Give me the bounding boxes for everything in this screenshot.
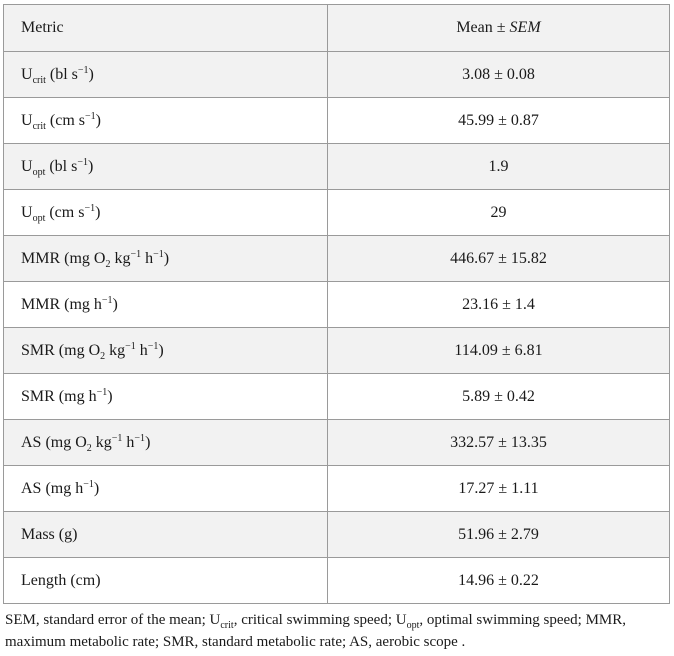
metric-superscript: −1	[101, 294, 113, 306]
header-metric: Metric	[4, 5, 328, 52]
metric-cell	[4, 144, 328, 190]
metric-superscript: −1	[125, 340, 136, 352]
metric-superscript: −1	[147, 340, 159, 352]
metric-superscript: −1	[85, 110, 96, 122]
metric-subscript: opt	[32, 166, 46, 178]
value-cell: 45.99 ± 0.87	[328, 98, 670, 144]
table-row	[4, 52, 670, 98]
value-cell: 29	[328, 190, 670, 236]
metric-cell	[4, 236, 328, 282]
metric-cell	[4, 282, 328, 328]
metric-subscript: crit	[32, 120, 46, 132]
metric-text: )	[93, 479, 100, 497]
value-cell: 51.96 ± 2.79	[328, 512, 670, 558]
metric-superscript: −1	[83, 478, 94, 490]
metric-cell	[4, 466, 328, 512]
metric-subscript: crit	[32, 74, 46, 86]
metric-text: )	[158, 341, 164, 359]
metric-text: )	[87, 157, 94, 175]
metric-text: U	[21, 157, 33, 175]
metric-superscript: −1	[77, 156, 88, 168]
metric-text: )	[163, 249, 170, 267]
metric-text: )	[95, 203, 101, 221]
metric-cell: Mass (g)	[4, 512, 328, 558]
value-cell: 23.16 ± 1.4	[328, 282, 670, 328]
value-cell: 3.08 ± 0.08	[328, 52, 670, 98]
metric-text: AS (mg h	[21, 479, 84, 497]
table-row	[4, 512, 670, 558]
value-cell: 114.09 ± 6.81	[328, 328, 670, 374]
metric-subscript: 2	[86, 442, 92, 454]
table-row	[4, 282, 670, 328]
footnote-text: , optimal swimming speed; MMR, maximum metabolic rate; SMR, standard metabolic rate; AS, aerobic scope .	[5, 612, 627, 650]
footnote-subscript: opt	[406, 620, 420, 631]
metric-superscript: −1	[84, 202, 96, 214]
footnote-subscript: crit	[220, 620, 234, 631]
metric-text: )	[145, 433, 151, 451]
metric-superscript: −1	[96, 386, 108, 398]
metric-text: )	[112, 295, 118, 313]
metric-text: (cm s	[45, 203, 85, 221]
metrics-table	[3, 4, 670, 604]
metric-superscript: −1	[77, 64, 89, 76]
metric-text: (bl s	[45, 65, 78, 83]
metric-cell	[4, 374, 328, 420]
footnote-text: , critical swimming speed; U	[233, 612, 407, 628]
metric-cell: Length (cm)	[4, 558, 328, 604]
header-mean-prefix: Mean ±	[456, 19, 510, 36]
metric-text: U	[21, 111, 33, 129]
header-sem-italic: SEM	[509, 19, 541, 36]
metric-superscript: −1	[134, 432, 146, 444]
table-row	[4, 144, 670, 190]
table-row	[4, 98, 670, 144]
metric-subscript: 2	[105, 258, 111, 270]
metric-text: )	[88, 65, 94, 83]
metric-text: h	[135, 341, 148, 359]
metric-superscript: −1	[111, 432, 123, 444]
table-row	[4, 466, 670, 512]
metric-text: kg	[105, 341, 126, 359]
metric-text: kg	[91, 433, 112, 451]
table-row	[4, 190, 670, 236]
metric-text: kg	[110, 249, 131, 267]
value-cell: 17.27 ± 1.11	[328, 466, 670, 512]
metric-text: U	[21, 65, 33, 83]
metric-text: (bl s	[45, 157, 78, 175]
value-cell: 446.67 ± 15.82	[328, 236, 670, 282]
metric-subscript: 2	[100, 350, 106, 362]
metric-cell	[4, 328, 328, 374]
metric-text: AS (mg O	[21, 433, 87, 451]
metric-text: h	[122, 433, 135, 451]
table-header-row	[4, 5, 670, 52]
value-cell: 1.9	[328, 144, 670, 190]
table-row	[4, 236, 670, 282]
table-row	[4, 328, 670, 374]
table-row	[4, 558, 670, 604]
metric-text: SMR (mg O	[21, 341, 101, 359]
metric-cell	[4, 52, 328, 98]
metric-text: MMR (mg h	[21, 295, 102, 313]
footnote-text: SEM, standard error of the mean; U	[5, 612, 221, 628]
metric-text: )	[107, 387, 113, 405]
value-cell: 5.89 ± 0.42	[328, 374, 670, 420]
metric-cell	[4, 190, 328, 236]
metric-text: MMR (mg O	[21, 249, 106, 267]
table-footnote	[5, 609, 669, 653]
metric-text: )	[95, 111, 101, 129]
metric-text: (cm s	[45, 111, 85, 129]
table-row	[4, 420, 670, 466]
metric-cell	[4, 98, 328, 144]
value-cell: 332.57 ± 13.35	[328, 420, 670, 466]
metric-superscript: −1	[130, 248, 142, 260]
metric-subscript: opt	[32, 212, 46, 224]
metric-cell	[4, 420, 328, 466]
metric-text: U	[21, 203, 33, 221]
header-mean-sem	[328, 5, 670, 52]
table-row	[4, 374, 670, 420]
value-cell: 14.96 ± 0.22	[328, 558, 670, 604]
metric-text: SMR (mg h	[21, 387, 97, 405]
metric-text: h	[141, 249, 154, 267]
metric-superscript: −1	[153, 248, 164, 260]
